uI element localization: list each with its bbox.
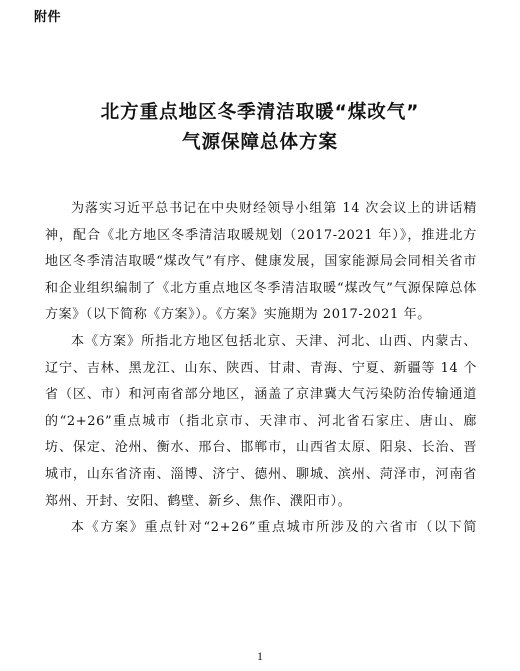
body-paragraph-2: 本《方案》所指北方地区包括北京、天津、河北、山西、内蒙古、辽宁、吉林、黑龙江、山东、陕西、甘肃、青海、宁夏、新疆等 14 个省（区、市）和河南省部分地区，涵盖了京津冀大气污染防治传输通道的“2+26”重点城市（指北京市、天津市、河北省石家庄、唐山、廊坊、保定、沧州、衡水、邢台、邯郸市，山西省太原、阳泉、长治、晋城市，山东省济南、淄博、济宁、德州、聊城、滨州、菏泽市，河南省郑州、开封、安阳、鹤壁、新乡、焦作、濮阳市）。 (45, 333, 477, 509)
document-title-line-1: 北方重点地区冬季清洁取暖“煤改气” (100, 102, 420, 123)
attachment-label: 附件 (34, 10, 62, 25)
body-paragraph-1: 为落实习近平总书记在中央财经领导小组第 14 次会议上的讲话精神，配合《北方地区冬季清洁取暖规划（2017-2021 年）》，推进北方地区冬季清洁取暖“煤改气”有序、健康发展，国家能源局会同相关省市和企业组织编制了《北方重点地区冬季清洁取暖“煤改气”气源保障总体方案》（以下简称《方案》）。《方案》实施期为 2017-2021 年。 (45, 201, 477, 323)
body-paragraph-3: 本《方案》重点针对“2+26”重点城市所涉及的六省市（以下简 (71, 520, 477, 536)
document-body (45, 196, 477, 542)
document-title-line-2: 气源保障总体方案 (181, 132, 338, 153)
page-number: 1 (257, 649, 263, 663)
